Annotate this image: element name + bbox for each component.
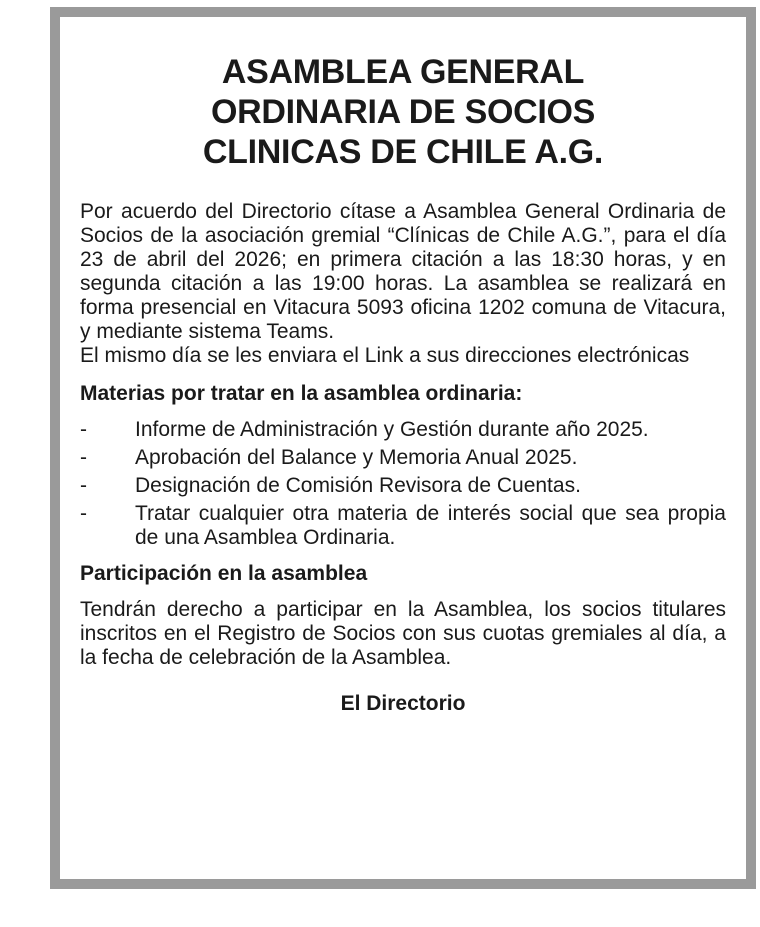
participacion-heading: Participación en la asamblea [80,562,368,585]
signature: El Directorio [340,692,466,715]
notice-frame [50,7,756,889]
title-line-3: CLINICAS DE CHILE A.G. [202,133,604,171]
topic-text: Designación de Comisión Revisora de Cuentas. [135,474,581,497]
list-item [80,502,726,550]
topic-text: Informe de Administración y Gestión durante año 2025. [135,418,649,441]
title-line-1: ASAMBLEA GENERAL [221,53,585,91]
bullet-dash: - [80,502,87,525]
bullet-dash: - [80,474,87,497]
link-paragraph: El mismo día se les enviara el Link a sus direcciones electrónicas [80,344,690,367]
list-item [80,474,726,498]
citation-paragraph: Por acuerdo del Directorio cítase a Asamblea General Ordinaria de Socios de la asociación gremial “Clínicas de Chile A.G.”, para el día 23 de abril del 2026; en primera citación a las 18:30 horas, y en segunda citación a las 19:00 horas. La asamblea se realizará en forma presencial en Vitacura 5093 oficina 1202 comuna de Vitacura, y mediante sistema Teams. [80,200,726,343]
notice-body [80,200,726,368]
materias-heading: Materias por tratar en la asamblea ordinaria: [80,382,523,405]
notice-title [80,52,726,172]
topic-text: Aprobación del Balance y Memoria Anual 2025. [135,446,578,469]
bullet-dash: - [80,418,87,441]
list-item [80,446,726,470]
topics-list [80,418,726,550]
notice-content [80,52,726,716]
topic-text: Tratar cualquier otra materia de interés social que sea propia de una Asamblea Ordinaria. [135,502,726,549]
bullet-dash: - [80,446,87,469]
title-line-2: ORDINARIA DE SOCIOS [210,93,596,131]
list-item [80,418,726,442]
participacion-paragraph: Tendrán derecho a participar en la Asamblea, los socios titulares inscritos en el Registro de Socios con sus cuotas gremiales al día, a la fecha de celebración de la Asamblea. [80,598,726,669]
